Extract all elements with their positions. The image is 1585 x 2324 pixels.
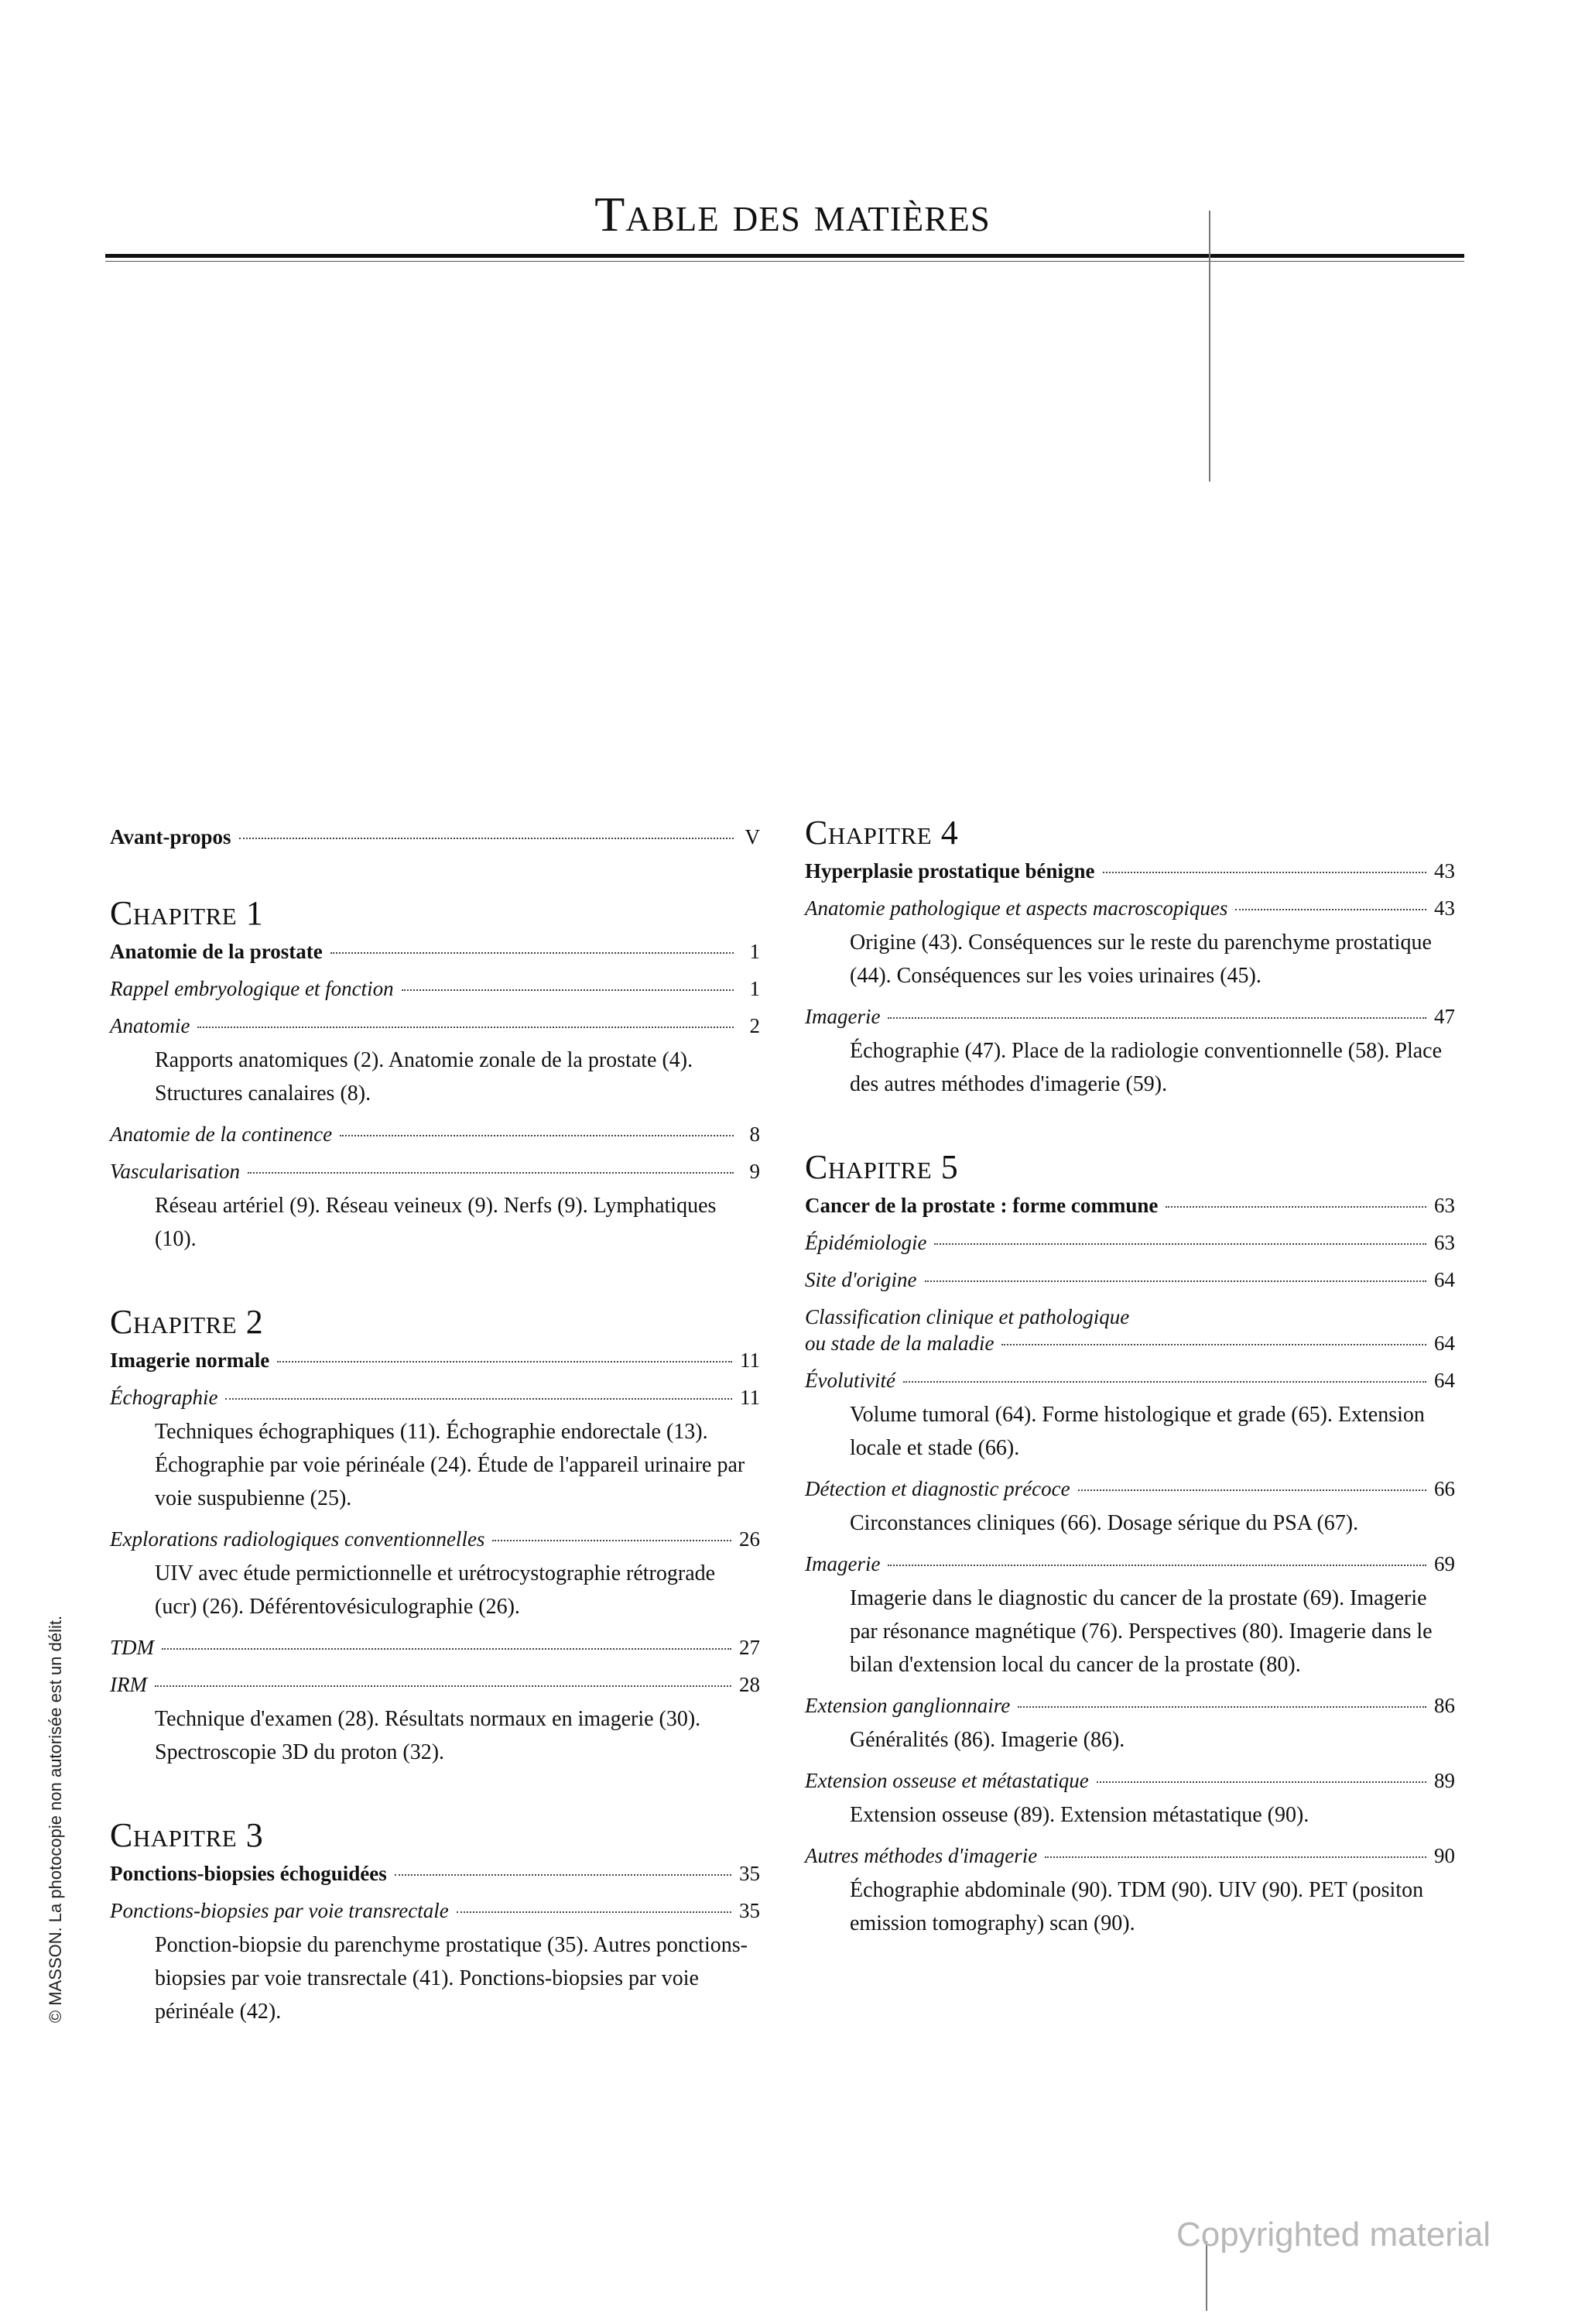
toc-subsections: Technique d'examen (28). Résultats normaux en imagerie (30). Spectroscopie 3D du proton (32). <box>155 1707 701 1764</box>
chapter-heading: Chapitre 1 <box>110 894 264 932</box>
toc-section[interactable]: Classification clinique et pathologique ou stade de la maladie 64 <box>805 1305 1455 1355</box>
chapter-1 <box>110 893 760 1256</box>
toc-subsections: Imagerie dans le diagnostic du cancer de la prostate (69). Imagerie par résonance magnétique (76). Perspectives (80). Imagerie dans le bilan d'extension local du cancer de la prostate (80). <box>850 1586 1433 1677</box>
chapter-title[interactable]: Cancer de la prostate : forme commune 63 <box>805 1194 1455 1217</box>
toc-subsections: Circonstances cliniques (66). Dosage sérique du PSA (67). <box>850 1511 1359 1535</box>
toc-entry-avant-propos[interactable]: Avant-propos V <box>110 825 760 848</box>
chapter-3 <box>110 1815 760 2028</box>
toc-subsections: Généralités (86). Imagerie (86). <box>850 1728 1125 1752</box>
toc-section[interactable]: Rappel embryologique et fonction 1 <box>110 977 760 1000</box>
toc-subsections: Échographie abdominale (90). TDM (90). UIV (90). PET (positon emission tomography) scan (90). <box>850 1878 1424 1935</box>
chapter-title[interactable]: Ponctions-biopsies échoguidées 35 <box>110 1862 760 1885</box>
toc-section[interactable]: Explorations radiologiques conventionnelles 26 <box>110 1527 760 1551</box>
toc-section[interactable]: Ponctions-biopsies par voie transrectale 35 <box>110 1899 760 1922</box>
toc-section[interactable]: Anatomie de la continence 8 <box>110 1123 760 1146</box>
toc-section[interactable]: Anatomie pathologique et aspects macroscopiques 43 <box>805 896 1455 920</box>
title-rule-thin <box>105 261 1464 262</box>
toc-section[interactable]: Site d'origine 64 <box>805 1268 1455 1291</box>
toc-section[interactable]: Imagerie 69 <box>805 1552 1455 1575</box>
toc-section[interactable]: Extension osseuse et métastatique 89 <box>805 1769 1455 1792</box>
toc-subsections: Réseau artériel (9). Réseau veineux (9). Nerfs (9). Lymphatiques (10). <box>155 1194 717 1251</box>
chapter-heading: Chapitre 2 <box>110 1303 264 1341</box>
chapter-heading: Chapitre 5 <box>805 1148 959 1186</box>
scan-artifact-line <box>1209 211 1210 482</box>
toc-section[interactable]: IRM 28 <box>110 1673 760 1696</box>
copyright-side-notice: © MASSON. La photocopie non autorisée est un délit. <box>46 1615 65 2024</box>
page-title: Table des matières <box>594 187 991 242</box>
chapter-title[interactable]: Anatomie de la prostate 1 <box>110 940 760 963</box>
toc-subsections: Rapports anatomiques (2). Anatomie zonale de la prostate (4). Structures canalaires (8). <box>155 1048 693 1105</box>
chapter-title[interactable]: Hyperplasie prostatique bénigne 43 <box>805 859 1455 883</box>
toc-section[interactable]: Évolutivité 64 <box>805 1369 1455 1392</box>
chapter-2 <box>110 1302 760 1769</box>
chapter-title[interactable]: Imagerie normale 11 <box>110 1349 760 1372</box>
toc-section[interactable]: Imagerie 47 <box>805 1005 1455 1028</box>
toc-section[interactable]: Autres méthodes d'imagerie 90 <box>805 1844 1455 1867</box>
copyright-watermark: Copyrighted material <box>1176 2216 1491 2254</box>
toc-subsections: Ponction-biopsie du parenchyme prostatique (35). Autres ponctions-biopsies par voie transrectale (41). Ponctions-biopsies par voie périnéale (42). <box>155 1933 748 2024</box>
toc-subsections: Échographie (47). Place de la radiologie conventionnelle (58). Place des autres méthodes d'imagerie (59). <box>850 1039 1443 1096</box>
toc-section[interactable]: TDM 27 <box>110 1636 760 1659</box>
chapter-heading: Chapitre 3 <box>110 1816 264 1854</box>
chapter-4 <box>805 813 1455 1101</box>
toc-subsections: Volume tumoral (64). Forme histologique et grade (65). Extension locale et stade (66). <box>850 1403 1425 1460</box>
toc-section[interactable]: Échographie 11 <box>110 1386 760 1409</box>
toc-subsections: UIV avec étude permictionnelle et urétrocystographie rétrograde (ucr) (26). Déférentovésiculographie (26). <box>155 1561 716 1619</box>
toc-section[interactable]: Anatomie 2 <box>110 1014 760 1037</box>
toc-right-column <box>805 813 1455 1943</box>
toc-section[interactable]: Détection et diagnostic précoce 66 <box>805 1477 1455 1500</box>
chapter-5 <box>805 1147 1455 1940</box>
toc-section[interactable]: Épidémiologie 63 <box>805 1231 1455 1254</box>
toc-section[interactable]: Vascularisation 9 <box>110 1160 760 1183</box>
toc-section[interactable]: Extension ganglionnaire 86 <box>805 1694 1455 1717</box>
toc-subsections: Extension osseuse (89). Extension métastatique (90). <box>850 1803 1309 1827</box>
title-rule <box>105 254 1464 258</box>
toc-subsections: Techniques échographiques (11). Échographie endorectale (13). Échographie par voie périnéale (24). Étude de l'appareil urinaire par voie suspubienne (25). <box>155 1420 745 1510</box>
chapter-heading: Chapitre 4 <box>805 814 959 852</box>
toc-left-column <box>110 813 760 2031</box>
toc-subsections: Origine (43). Conséquences sur le reste du parenchyme prostatique (44). Conséquences sur les voies urinaires (45). <box>850 931 1432 988</box>
